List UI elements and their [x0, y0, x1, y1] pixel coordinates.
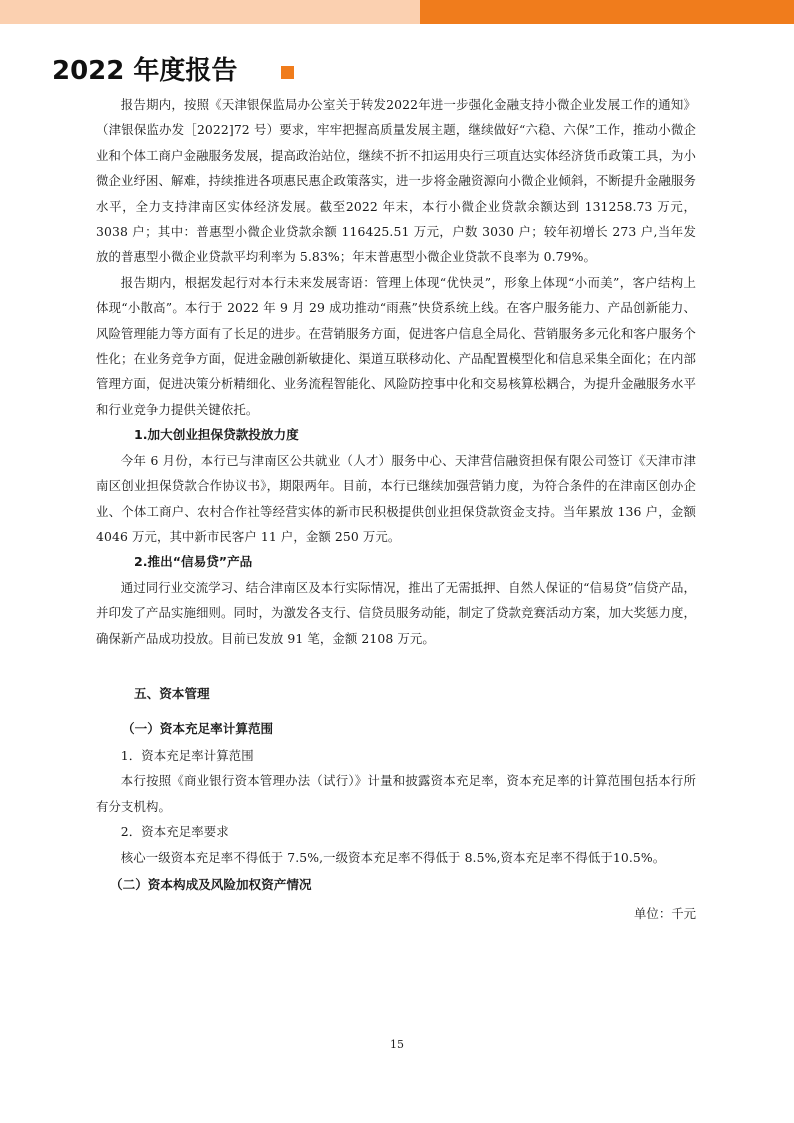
item-heading-xinyidai: 2.推出“信易贷”产品 [134, 554, 253, 570]
item-text-car-requirements: 核心一级资本充足率不得低于 7.5%,一级资本充足率不得低于 8.5%,资本充足率不得低于10.5%。 [120, 849, 666, 865]
page-number: 15 [390, 1038, 404, 1051]
report-title: 2022 年度报告 [52, 56, 238, 86]
section-title-capital-management: 五、资本管理 [134, 685, 210, 701]
subsection-title-capital-composition: （二）资本构成及风险加权资产情况 [110, 876, 312, 892]
item-label-car-scope: 1．资本充足率计算范围 [120, 747, 254, 763]
item-label-car-requirements: 2．资本充足率要求 [120, 824, 229, 840]
item-heading-entrepreneurship-loans: 1.加大创业担保贷款投放力度 [134, 427, 299, 443]
subsection-title-car-scope: （一）资本充足率计算范围 [122, 720, 274, 736]
report-body [96, 92, 696, 926]
item-text-xinyidai: 通过同行业交流学习、结合津南区及本行实际情况，推出了无需抵押、自然人保证的“信易贷”信贷产品，并印发了产品实施细则。同时，为激发各支行、信贷员服务动能，制定了贷款竞赛活动方案，加大奖惩力度，确保新产品成功投放。目前已发放 91 笔，金额 2108 万元。 [96, 579, 696, 646]
intro-paragraph-1: 报告期内，按照《天津银保监局办公室关于转发2022年进一步强化金融支持小微企业发展工作的通知》（津银保监办发［2022]72 号）要求，牢牢把握高质量发展主题，继续做好“六稳、六保”工作，推动小微企业和个体工商户金融服务发展，提高政治站位，继续不折不扣运用央行三项直达实体经济货币政策工具，为小微企业纾困、解难，持续推进各项惠民惠企政策落实，进一步将金融资源向小微企业倾斜，不断提升金融服务水平，全力支持津南区实体经济发展。截至2022 年末，本行小微企业贷款余额达到 131258.73 万元，3038 户；其中：普惠型小微企业贷款余额 116425.51 万元，户数 3030 户；较年初增长 273 户,当年发放的普惠型小微企业贷款平均利率为 5.83%；年末普惠型小微企业贷款不良率为 0.79%。 [96, 97, 696, 265]
unit-label: 单位：千元 [634, 905, 696, 921]
intro-paragraph-2: 报告期内，根据发起行对本行未来发展寄语：管理上体现“优快灵”，形象上体现“小而美”，客户结构上体现“小散高”。本行于 2022 年 9 月 29 成功推动“雨燕”快贷系统上线。在客户服务能力、产品创新能力、风险管理能力等方面有了长足的进步。在营销服务方面，促进客户信息全局化、营销服务多元化和客户服务个性化；在业务竞争方面，促进金融创新敏捷化、渠道互联移动化、产品配置模型化和信息采集全面化；在内部管理方面，促进决策分析精细化、业务流程智能化、风险防控事中化和交易核算松耦合，为提升金融服务水平和行业竞争力提供关键依托。 [96, 274, 696, 417]
item-text-car-scope: 本行按照《商业银行资本管理办法（试行）》计量和披露资本充足率，资本充足率的计算范围包括本行所有分支机构。 [96, 773, 696, 814]
title-accent-square [281, 66, 294, 79]
header-band-accent [420, 0, 794, 24]
item-text-entrepreneurship-loans: 今年 6 月份，本行已与津南区公共就业（人才）服务中心、天津营信融资担保有限公司签订《天津市津南区创业担保贷款合作协议书》，期限两年。目前，本行已继续加强营销力度，为符合条件的在津南区创办企业、个体工商户、农村合作社等经营实体的新市民积极提供创业担保贷款资金支持。当年累放 136 户，金额 4046 万元，其中新市民客户 11 户，金额 250 万元。 [96, 452, 696, 544]
